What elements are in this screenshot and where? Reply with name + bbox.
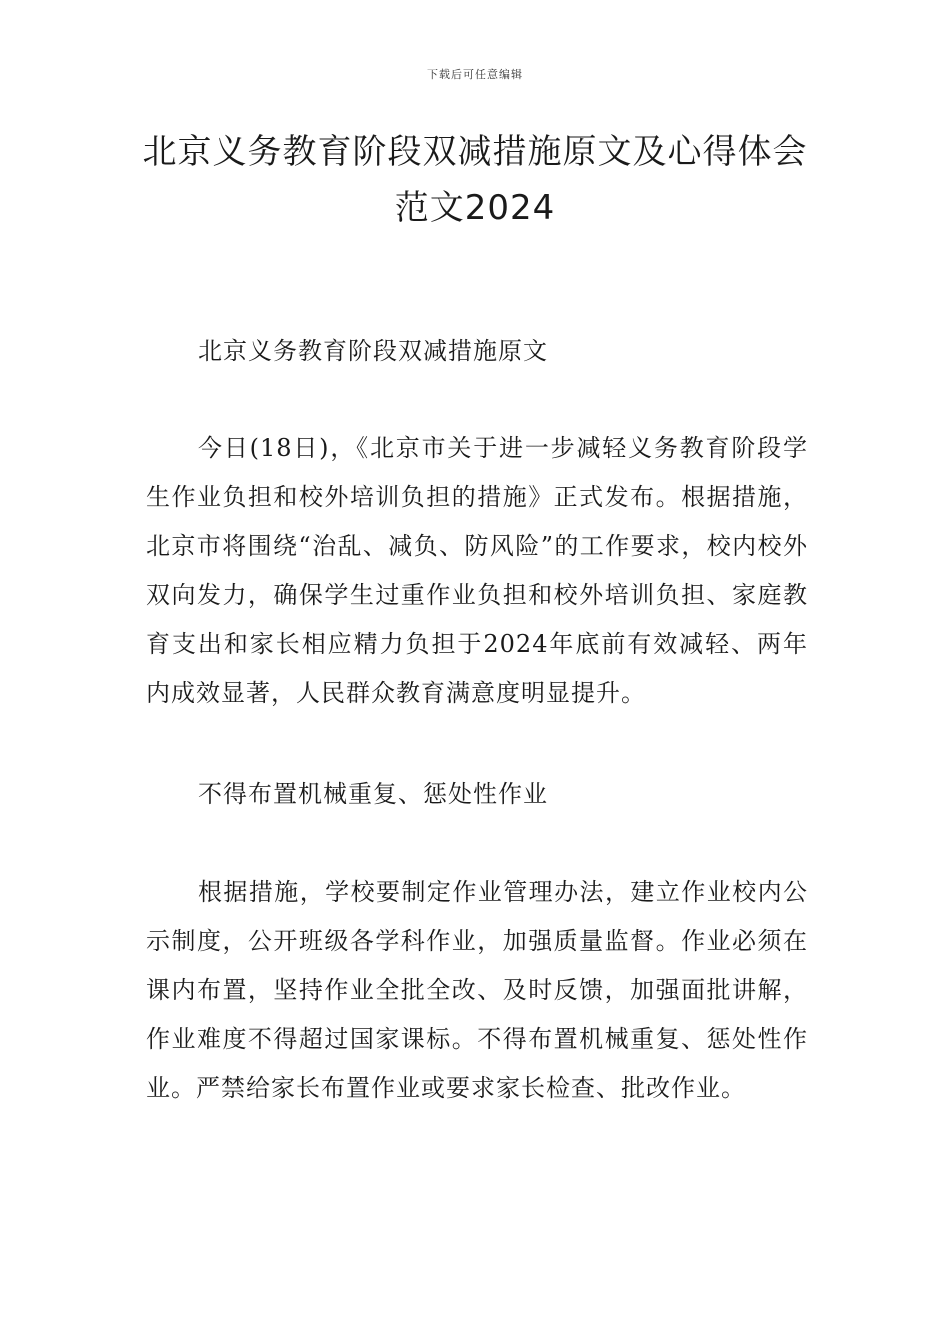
section-heading-1: 北京义务教育阶段双减措施原文: [198, 337, 548, 365]
document-title: 北京义务教育阶段双减措施原文及心得体会范文2024: [142, 132, 808, 228]
header-note: 下载后可任意编辑: [427, 68, 523, 81]
section-heading-2: 不得布置机械重复、惩处性作业: [198, 780, 548, 808]
paragraph-1: 今日(18日)，《北京市关于进一步减轻义务教育阶段学生作业负担和校外培训负担的措施》正式发布。根据措施，北京市将围绕“治乱、减负、防风险”的工作要求，校内校外双向发力，确保学生过重作业负担和校外培训负担、家庭教育支出和家长相应精力负担于2024年底前有效减轻、两年内成效显著，人民群众教育满意度明显提升。: [146, 434, 808, 707]
paragraph-2: 根据措施，学校要制定作业管理办法，建立作业校内公示制度，公开班级各学科作业，加强质量监督。作业必须在课内布置，坚持作业全批全改、及时反馈，加强面批讲解，作业难度不得超过国家课标。不得布置机械重复、惩处性作业。严禁给家长布置作业或要求家长检查、批改作业。: [146, 878, 808, 1102]
